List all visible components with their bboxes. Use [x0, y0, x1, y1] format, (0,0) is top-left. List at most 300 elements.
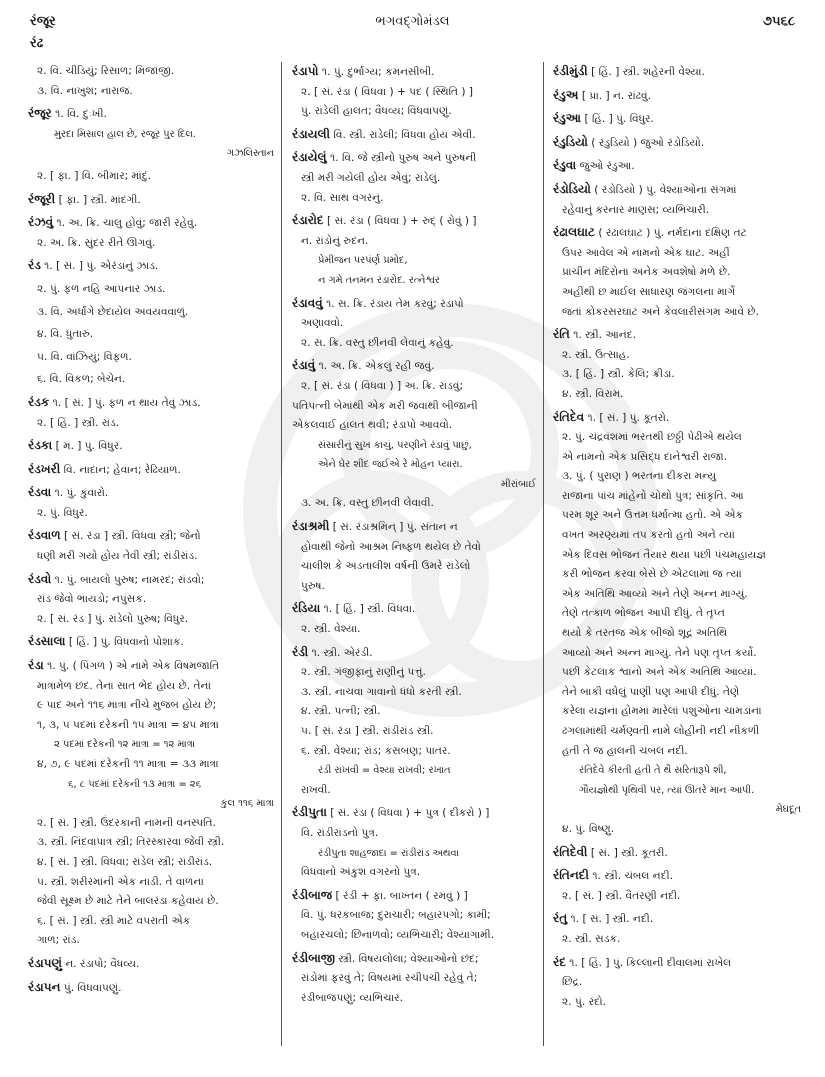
definition-line: [553, 448, 801, 468]
headword: રંડાવું: [292, 358, 316, 373]
definition-text: એક અતિથિ આવ્યો અને તેણે અન્ન માગ્યું.: [562, 587, 748, 600]
definition-text: મેઘદૂત: [775, 804, 801, 816]
definition-line: [28, 348, 274, 368]
definition-text: રંતિદેવે કીરતી હતી તે થૈ સરિતારૂપે શી,: [579, 765, 727, 777]
definition-text: મીરાંબાઈ: [500, 478, 536, 490]
definition-text: [ હિં. ] સ્ત્રી. શહેરની વેશ્યા.: [591, 66, 705, 78]
definition-line: [553, 244, 801, 264]
headword: રંડીમુંડી: [553, 64, 588, 78]
headword: રંડુઆ: [553, 111, 582, 126]
definition-text: ૧. સ્ત્રી. ચંબલ નદી.: [592, 870, 674, 883]
dictionary-entry: [553, 133, 801, 154]
definition-line: [553, 487, 801, 507]
definition-line: [553, 702, 801, 722]
definition-text: વિ. સ્ત્રી. રાંડેલી; વિધવા હોય એવી.: [333, 128, 476, 141]
definition-line: [553, 428, 801, 448]
definition-text: પરમ શૂર અને ઉત્તમ ધર્માત્મા હતો. એ એક: [562, 509, 744, 522]
definition-text: ૧. વિ. દુઃખી.: [55, 108, 107, 121]
definition-text: ૪. [ સં. ] સ્ત્રી. વિધવા; રાંડેલ સ્ત્રી; રાંડીરાંડ.: [37, 855, 213, 868]
definition-text: ગૌયજ્ઞોથી પૃથિવી પર, ત્યાં ઊતરે માન આપી.: [579, 784, 755, 796]
definition-line: [28, 755, 274, 775]
definition-line: [28, 62, 274, 82]
definition-line: [553, 346, 801, 366]
definition-text: વિ. રાંડીરાંડનો પુત્ર.: [301, 826, 379, 839]
definition-line: [28, 853, 274, 873]
quotation-source: [28, 144, 274, 164]
definition-line: [28, 696, 274, 716]
dictionary-entry: [28, 104, 274, 125]
definition-text: ૧. અ. ક્રિ. એકલું રહી જવું.: [318, 360, 435, 373]
definition-text: ૨. [ સં. રંડા ( વિધવા ) ] અ. ક્રિ. રાંડવું;: [301, 379, 464, 392]
definition-text: ૨. અ. ક્રિ. સુંદર રીતે ઊગવું.: [37, 236, 156, 249]
definition-line: [292, 83, 536, 103]
definition-line: [553, 644, 801, 664]
definition-text: ૫. [ સં. રંડા ] સ્ત્રી. રાંડીરાંડ સ્ત્રી.: [301, 725, 434, 737]
definition-text: રંડીપુતા શાહજાદા = રાંડીરાંડ અથવા: [318, 847, 459, 859]
definition-line: [553, 565, 801, 585]
definition-line: [553, 624, 801, 644]
definition-line: [28, 716, 274, 736]
running-sub-word: રંઢ: [30, 36, 44, 51]
definition-text: ( રંડોડિયો ) પું. વેશ્યાઓના સંગમાં: [594, 183, 737, 196]
definition-text: ૩. સ્ત્રી. નાચવા ગાવાનો ધંધો કરતી સ્ત્રી.: [301, 685, 462, 698]
definition-text: જેવી સૂક્ષ્મ છે માટે તેને બાલરંડા કહેવાય છે.: [37, 895, 219, 908]
definition-text: ૩. [ હિં. ] સ્ત્રી. કેલિ; ક્રીડા.: [562, 368, 675, 381]
definition-text: ૨. સ. ક્રિ. વસ્તુ છીનવી લેવાનું કહેવું.: [301, 336, 454, 349]
definition-line: [292, 702, 536, 722]
definition-text: ૧. [ સં. ] સ્ત્રી. નદી.: [570, 913, 654, 926]
definition-line: [28, 833, 274, 853]
definition-text: ૪, ૭, ૯ પદમાં દરેકની ૧૧ માત્રા = ૩૩ માત્રા: [37, 758, 219, 770]
column-divider: [281, 62, 282, 1046]
dictionary-entry: [553, 909, 801, 930]
dictionary-entry: [292, 62, 536, 83]
dictionary-entry: [28, 656, 274, 677]
definition-line: [553, 683, 801, 703]
definition-text: [ સં. રંડા ( વિધવા ) + રુદ્ ( રોવું ) ]: [327, 215, 477, 228]
headword: રંડાપણું: [28, 955, 62, 970]
definition-text: ૧. વિ. જે સ્ત્રીનો પુરુષ અને પુરુષની: [330, 152, 477, 165]
dictionary-entry: [553, 866, 801, 887]
dictionary-entry: [553, 62, 801, 83]
definition-line: [28, 167, 274, 187]
dictionary-entry: [28, 632, 274, 653]
definition-line: [553, 761, 801, 781]
definition-text: રહેવાનું કરનાર માણસ; વ્યભિચારી.: [562, 203, 710, 216]
definition-line: [28, 912, 274, 932]
definition-text: કરેલા યજ્ઞના હોમમાં મારેલાં પશુઓના ચામડાંના: [562, 705, 762, 718]
definition-text: ૨. [ સં. ] સ્ત્રી. ઉંદરકાની નામની વનસ્પતિ.: [37, 816, 216, 829]
definition-line: [292, 557, 536, 577]
headword: રંડીબાજ: [292, 887, 333, 902]
definition-line: [292, 863, 536, 883]
definition-line: [292, 663, 536, 683]
definition-line: [292, 397, 536, 417]
definition-text: સ્ત્રી મરી ગયેલી હોય એવું; રાંડેલું.: [301, 171, 441, 184]
definition-text: [ સં. રંડા ( વિધવા ) + પુત્ર ( દીકરો ) ]: [330, 807, 490, 820]
dictionary-entry: [553, 156, 801, 177]
definition-text: ૩. સ્ત્રી. નિંદવાપાત્ર સ્ત્રી; તિરસ્કારવા જેવી સ્ત્રી.: [37, 836, 225, 849]
definition-text: થયો કે તરતજ એક બીજો શૂદ્ર અતિથિ: [562, 627, 728, 640]
definition-line: [28, 234, 274, 254]
quotation-source: [292, 475, 536, 495]
definition-line: [292, 620, 536, 640]
definition-text: પતિપત્ની બેમાંથી એક મરી જવાથી બીજાની: [292, 399, 478, 412]
definition-text: અહીંથી છ માઈલ સાધારણ જંગલના માર્ગે: [562, 285, 736, 298]
definition-text: [ સં. ] સ્ત્રી. કૂતરી.: [590, 846, 668, 859]
definition-text: ૨. [ સં. રંડ ] પું. રાંડેલો પુરુષ; વિધુર.: [37, 612, 189, 625]
book-title: ભગવદ્ગોમંડલ: [375, 14, 450, 29]
definition-text: ૧. પું. બાયલો પુરુષ; નામરદ; રાંડવો;: [54, 573, 205, 586]
definition-text: ૫. સ્ત્રી. શરીરમાંની એક નાડી. તે વાળના: [37, 875, 204, 888]
definition-text: રાંડોમાં ફરવું તે; વિષયમાં રચીપચી રહેવું તે;: [301, 972, 478, 985]
column-1: [28, 62, 274, 998]
definition-line: [292, 824, 536, 844]
column-2: [292, 62, 536, 1008]
definition-text: ૪. સ્ત્રી. વિરામ.: [562, 387, 624, 400]
definition-text: ૨ પદમાં દરેકની ૧૨ માત્રા = ૧૨ માત્રા: [54, 739, 196, 751]
headword: રંઝવું: [28, 215, 54, 230]
dictionary-entry: [553, 953, 801, 974]
headword: રંડી: [292, 644, 309, 659]
dictionary-entry: [553, 843, 801, 864]
headword: રંડા: [28, 658, 44, 673]
definition-text: હોવાથી જેનો આશ્રમ નિષ્ફળ થયેલ છે તેવો: [301, 540, 481, 553]
definition-text: ૧. સ્ત્રી. આનંદ.: [573, 329, 637, 342]
definition-line: [292, 314, 536, 334]
headword: રંડાપો: [292, 64, 319, 78]
dictionary-entry: [553, 180, 801, 201]
dictionary-entry: [28, 570, 274, 591]
definition-text: જતાં કોકરસરઘાટ અને કેવલારીસંગમ આવે છે.: [562, 305, 759, 318]
definition-text: ૧. [ હિં. ] સ્ત્રી. વિધવા.: [323, 603, 416, 616]
headword: રંડુવા: [553, 158, 577, 173]
definition-text: [ હિં. ] પું. વિધવાનો પોશાક.: [68, 636, 184, 649]
definition-text: પછી કેટલાક શ્વાનો અને એક અતિથિ આવ્યાં.: [562, 666, 757, 679]
definition-text: રંડી રાખવી = વેશ્યા રાખવી; રખાત: [318, 765, 451, 777]
headword: રંજૂર: [28, 106, 52, 121]
dictionary-entry: [28, 954, 274, 975]
definition-text: રાંડ જેવો ભાયડો; નપુંસક.: [37, 593, 147, 606]
definition-line: [292, 683, 536, 703]
definition-text: ૨. વિ. સાથ વગરનું.: [301, 191, 384, 204]
dictionary-entry: [553, 325, 801, 346]
definition-text: રંડીબાજપણું; વ્યભિચાર.: [301, 991, 404, 1004]
definition-line: [28, 590, 274, 610]
headword: રંડિયા: [292, 601, 321, 616]
definition-line: [28, 504, 274, 524]
definition-text: મુરદા મિસાલ હાલ છે, રંજૂર પુર દિલ.: [54, 128, 196, 140]
dictionary-entry: [28, 526, 274, 547]
definition-text: રાખવી.: [301, 783, 331, 796]
definition-text: ૬. સ્ત્રી. વેશ્યા; રાંડ; કસબણ; પાતર.: [301, 744, 451, 757]
dictionary-entry: [28, 436, 274, 457]
definition-line: [292, 969, 536, 989]
definition-line: [292, 377, 536, 397]
dictionary-entry: [292, 803, 536, 824]
definition-line: [553, 781, 801, 801]
definition-text: ૩. અ. ક્રિ. વસ્તુ છીનવી લેવાવી.: [301, 497, 434, 510]
headword: રંડુડિયો: [553, 134, 588, 149]
definition-text: ૨. વિ. ચીડિયું; રિસાળ; મિજાજી.: [37, 65, 175, 77]
headword: રંડાવવું: [292, 295, 323, 310]
definition-text: પું. રાંડેલી હાલત; વૈધવ્ય; વિધવાપણું.: [301, 105, 452, 118]
definition-line: [28, 547, 274, 567]
definition-line: [292, 334, 536, 354]
definition-line: [553, 930, 801, 950]
headword: રંઢાલઘાટ: [553, 225, 595, 240]
definition-line: [292, 455, 536, 475]
definition-line: [28, 677, 274, 697]
definition-text: જુઓ રંડુઆ.: [579, 160, 635, 173]
definition-text: આવ્યો અને અન્ન માગ્યું. તેને પણ તૃપ્ત કર્યો.: [562, 646, 757, 659]
headword: રંડાયેલું: [292, 150, 327, 165]
headword: રંડવા: [28, 485, 52, 500]
headword: રંદ: [553, 954, 566, 969]
definition-text: તેણે તત્કાળ ભોજન આપી દીધું. તે તૃપ્ત: [562, 607, 725, 620]
definition-text: ૪. વિ. ધુતારું.: [37, 328, 94, 341]
definition-text: ૧. [ સં. ] પું. ફળ ન થાય તેવું ઝાડ.: [52, 396, 201, 409]
definition-text: ૧. અ. ક્રિ. ચાલુ હોવું; જારી રહેવું.: [56, 217, 198, 230]
definition-line: [553, 546, 801, 566]
definition-line: [28, 735, 274, 755]
headword: રંડોડિયો: [553, 181, 591, 196]
headword: રંડાશ્રમી: [292, 519, 330, 534]
dictionary-entry: [292, 356, 536, 377]
definition-text: ચાલીશ કે અડતાલીશ વર્ષની ઉમરે રાંડેલો: [301, 560, 471, 573]
definition-text: ૨. [ હિં. ] સ્ત્રી. રાંડ.: [37, 416, 120, 429]
definition-text: વખત અરણ્યમાં તપ કરતો હતો અને ત્યાં: [562, 529, 735, 542]
definition-text: ( રંઢાલઘાટ ) પું. નર્મદાના દક્ષિણ તટ: [598, 227, 747, 240]
definition-text: ૩. વિ. અર્ધાંગે છેદાયેલ અવયવવાળું.: [37, 305, 189, 318]
definition-line: [292, 416, 536, 436]
definition-line: [28, 873, 274, 893]
headword: રંડસાલા: [28, 634, 66, 649]
definition-line: [553, 526, 801, 546]
definition-text: [ પ્રા. ] ન. રાંઢવું.: [581, 89, 651, 102]
definition-text: પ્રાચીન મંદિરોના અનેક અવશેષો મળે છે.: [562, 266, 731, 279]
definition-line: [553, 467, 801, 487]
headword: રંતુ: [553, 911, 568, 926]
dictionary-entry: [28, 460, 274, 481]
definition-text: ૧. [ સં. ] પું. એરંડાનું ઝાડ.: [44, 260, 159, 273]
definition-line: [292, 989, 536, 1009]
headword: રંડાપન: [28, 979, 61, 994]
definition-line: [292, 781, 536, 801]
definition-line: [292, 722, 536, 742]
definition-line: [292, 926, 536, 946]
definition-line: [28, 892, 274, 912]
definition-text: ગઝલિસ્તાન: [226, 148, 274, 160]
dictionary-entry: [553, 86, 801, 107]
headword: રંતિ: [553, 327, 570, 342]
definition-line: [28, 325, 274, 345]
column-3: [553, 62, 801, 1012]
dictionary-entry: [553, 408, 801, 429]
dictionary-entry: [292, 949, 536, 970]
dictionary-entry: [553, 109, 801, 130]
definition-line: [28, 610, 274, 630]
dictionary-entry: [292, 517, 536, 538]
definition-text: પું. વિધવાપણું.: [63, 981, 122, 994]
definition-text: ૧, ૩, ૫ પદમાં દરેકની ૧૫ માત્રા = ૪૫ માત્રા: [37, 718, 219, 731]
definition-line: [292, 844, 536, 864]
definition-text: [ હિં. ] પું. વિધુર.: [584, 113, 654, 126]
definition-line: [553, 385, 801, 405]
headword: રંડવાળ: [28, 528, 61, 543]
definition-text: ૨. સ્ત્રી. સડક.: [562, 932, 621, 945]
headword: રંડાયલી: [292, 126, 331, 141]
definition-text: [ મ. ] પું. વિધુર.: [55, 440, 123, 453]
definition-text: ૬, ૮ પદમાં દરેકની ૧૩ માત્રા = ૨૬: [68, 778, 202, 790]
quotation-source: [28, 794, 274, 814]
definition-text: ૨. સ્ત્રી. વેશ્યા.: [301, 623, 361, 636]
definition-text: ગાળ; રાંડ.: [37, 934, 80, 947]
definition-line: [28, 931, 274, 951]
definition-line: [28, 775, 274, 795]
definition-line: [292, 189, 536, 209]
definition-text: પ્રેમીજન પરપંર્ણ પ્રમોદ,: [318, 255, 408, 267]
definition-text: સ્ત્રી. વિષયલોલા; વેશ્યાઓનો છંદ;: [338, 952, 479, 965]
definition-text: એક દિવસ ભોજન તૈયાર થયા પછી પંચમહાયજ્ઞ: [562, 548, 766, 561]
definition-text: પુરુષ.: [301, 579, 325, 592]
definition-text: ધણી મરી ગયો હોય તેવી સ્ત્રી; રાંડીરાંડ.: [37, 550, 198, 563]
page-header: [0, 14, 825, 36]
dictionary-entry: [28, 190, 274, 211]
definition-text: ( રંડુડિયો ) જુઓ રંડોડિયો.: [591, 136, 705, 149]
definition-text: એને ઘેર શીદ જઈએ રે મોહન પ્યારા.: [318, 459, 463, 471]
dictionary-entry: [292, 148, 536, 169]
definition-text: ૧. [ હિં. ] પું. કિલ્લાની દીવાલમાં રાખેલ: [569, 956, 732, 969]
definition-line: [28, 814, 274, 834]
definition-line: [553, 201, 801, 221]
headword: રંજૂરી: [28, 191, 56, 206]
definition-text: કુલ ૧૧૬ માત્રા: [220, 798, 274, 810]
definition-line: [28, 82, 274, 102]
headword: રંડવો: [28, 571, 52, 586]
definition-text: ન. રંડાપો; વૈધવ્ય.: [65, 957, 140, 970]
definition-text: [ ફા. ] સ્ત્રી. માંદગી.: [58, 193, 141, 206]
definition-text: ૯ પાદ અને ૧૧૬ માત્રા નીચે મુજબ હોય છે;: [37, 699, 217, 712]
definition-line: [553, 365, 801, 385]
definition-text: એકલવાઈ હાલત થવી; રંડાપો આવવો.: [292, 419, 453, 432]
definition-text: વિ. પું. ધરકબાજ; દુરાચારી; બહારપગો; કામી;: [301, 909, 491, 922]
definition-text: ન. રાંડોનું રુદન.: [301, 234, 369, 247]
definition-text: ૬. વિ. વિકળ; બેચેન.: [37, 373, 126, 386]
definition-text: ૨. પું. ચંદ્રવંશમાં ભરતથી છઠ્ઠી પેઢીએ થયેલ: [562, 431, 742, 444]
headword: રંડારોદ: [292, 213, 324, 228]
definition-text: ૬. [ સં. ] સ્ત્રી. સ્ત્રી માટે વપરાતી એક: [37, 914, 191, 927]
definition-line: [553, 506, 801, 526]
column-divider: [543, 62, 544, 1046]
headword: રંડીપુતા: [292, 805, 327, 820]
definition-text: ૨. [ સં. રંડા ( વિધવા ) + પદ ( સ્થિતિ ) ]: [301, 85, 474, 98]
definition-text: છિદ્ર.: [562, 976, 583, 989]
definition-line: [28, 280, 274, 300]
headword: રંતિનદી: [553, 868, 589, 883]
definition-text: વિધવાનો અંકુશ વગરનો પુત્ર.: [301, 866, 421, 879]
definition-text: ઢગલામાંથી ચર્મણ્વતી નામે લોહીની નદી નીકળી: [562, 725, 760, 737]
definition-line: [553, 663, 801, 683]
definition-line: [292, 761, 536, 781]
definition-text: [ સં. રંડાશ્રમિન્ ] પું. સંતાન ન: [332, 521, 458, 534]
definition-text: ૪. સ્ત્રી. પત્ની; સ્ત્રી.: [301, 705, 381, 718]
definition-line: [292, 271, 536, 291]
definition-line: [28, 414, 274, 434]
dictionary-entry: [28, 213, 274, 234]
dictionary-entry: [553, 223, 801, 244]
dictionary-entry: [292, 125, 536, 146]
dictionary-entry: [28, 256, 274, 277]
definition-text: ૨. સ્ત્રી. ઉત્સાહ.: [562, 348, 630, 361]
headword: રંડ: [28, 258, 41, 273]
running-head-word: રંજૂર: [30, 14, 56, 29]
definition-text: [ સં. રંડા ] સ્ત્રી. વિધવા સ્ત્રી; જેનો: [63, 530, 201, 543]
dictionary-entry: [28, 483, 274, 504]
definition-text: કરી ભોજન કરવા બેસે છે એટલામાં જ ત્યાં: [562, 568, 742, 581]
dictionary-entry: [28, 978, 274, 999]
definition-line: [553, 585, 801, 605]
definition-line: [553, 887, 801, 907]
definition-line: [292, 102, 536, 122]
definition-line: [292, 436, 536, 456]
definition-line: [28, 303, 274, 323]
definition-text: ૨. પું. વિધુર.: [37, 506, 88, 519]
definition-text: રાજાના પાંચ માંહેનો ચોથો પુત્ર; સાંકૃતિ. આ: [562, 489, 744, 502]
definition-line: [28, 370, 274, 390]
definition-line: [553, 604, 801, 624]
definition-text: ૩. વિ. નાખુશ; નારાજ.: [37, 84, 133, 97]
definition-text: ૨. પું. ફળ નહિ આપનાર ઝાડ.: [37, 282, 166, 295]
definition-text: ૧. પું. કુંવારો.: [54, 487, 109, 500]
definition-text: ૧. સ. ક્રિ. રંડાય તેમ કરવું; રંડાપો: [326, 297, 464, 310]
definition-line: [553, 283, 801, 303]
definition-line: [553, 820, 801, 840]
definition-line: [292, 906, 536, 926]
definition-text: ૧. પું. દુર્ભાગ્ય; કમનસીબી.: [321, 66, 435, 78]
definition-text: ૩. પું. ( પુરાણ ) ભરતના દીકરા મન્યુ: [562, 470, 717, 483]
definition-text: બહારચલો; છિનાળવો; વ્યભિચારી; વેશ્યાગામી.: [301, 928, 495, 941]
definition-text: ૨. [ ફા. ] વિ. બીમાર; માંદું.: [37, 169, 151, 182]
definition-line: [292, 232, 536, 252]
headword: રંતિદેવ: [553, 409, 585, 424]
definition-line: [292, 577, 536, 597]
definition-line: [553, 993, 801, 1013]
definition-line: [553, 722, 801, 742]
definition-text: ઉપર આવેલ એ નામનો એક ઘાટ. અહીં: [562, 246, 730, 259]
definition-line: [292, 251, 536, 271]
definition-line: [292, 494, 536, 514]
dictionary-entry: [292, 886, 536, 907]
definition-line: [292, 538, 536, 558]
definition-text: હતી તે જ હાલની ચંબલ નદી.: [562, 744, 688, 757]
headword: રંડીબાજી: [292, 950, 336, 965]
definition-text: ૨. [ સં. ] સ્ત્રી. વૈતરણી નદી.: [562, 889, 681, 902]
definition-text: ન ગમે તનમન રંડારોદ. રત્નેશ્વર: [318, 274, 440, 286]
definition-text: એ નામનો એક પ્રસિદ્ધ દાનેશ્વરી રાજા.: [562, 450, 728, 463]
quotation-source: [553, 800, 801, 820]
definition-text: ૧. સ્ત્રી. એરંડી.: [311, 646, 373, 659]
definition-text: ૨. પું. રંદો.: [562, 995, 606, 1008]
headword: રંડક: [28, 394, 50, 409]
dictionary-entry: [28, 393, 274, 414]
definition-text: ૨. સ્ત્રી. ગંજીફાનું રાણીનું પત્તું.: [301, 666, 426, 679]
headword: રંડકા: [28, 438, 53, 453]
headword: રંડુઅ: [553, 87, 579, 102]
definition-line: [292, 742, 536, 762]
page-number: ૭૫૬૮: [762, 14, 795, 29]
definition-line: [553, 973, 801, 993]
